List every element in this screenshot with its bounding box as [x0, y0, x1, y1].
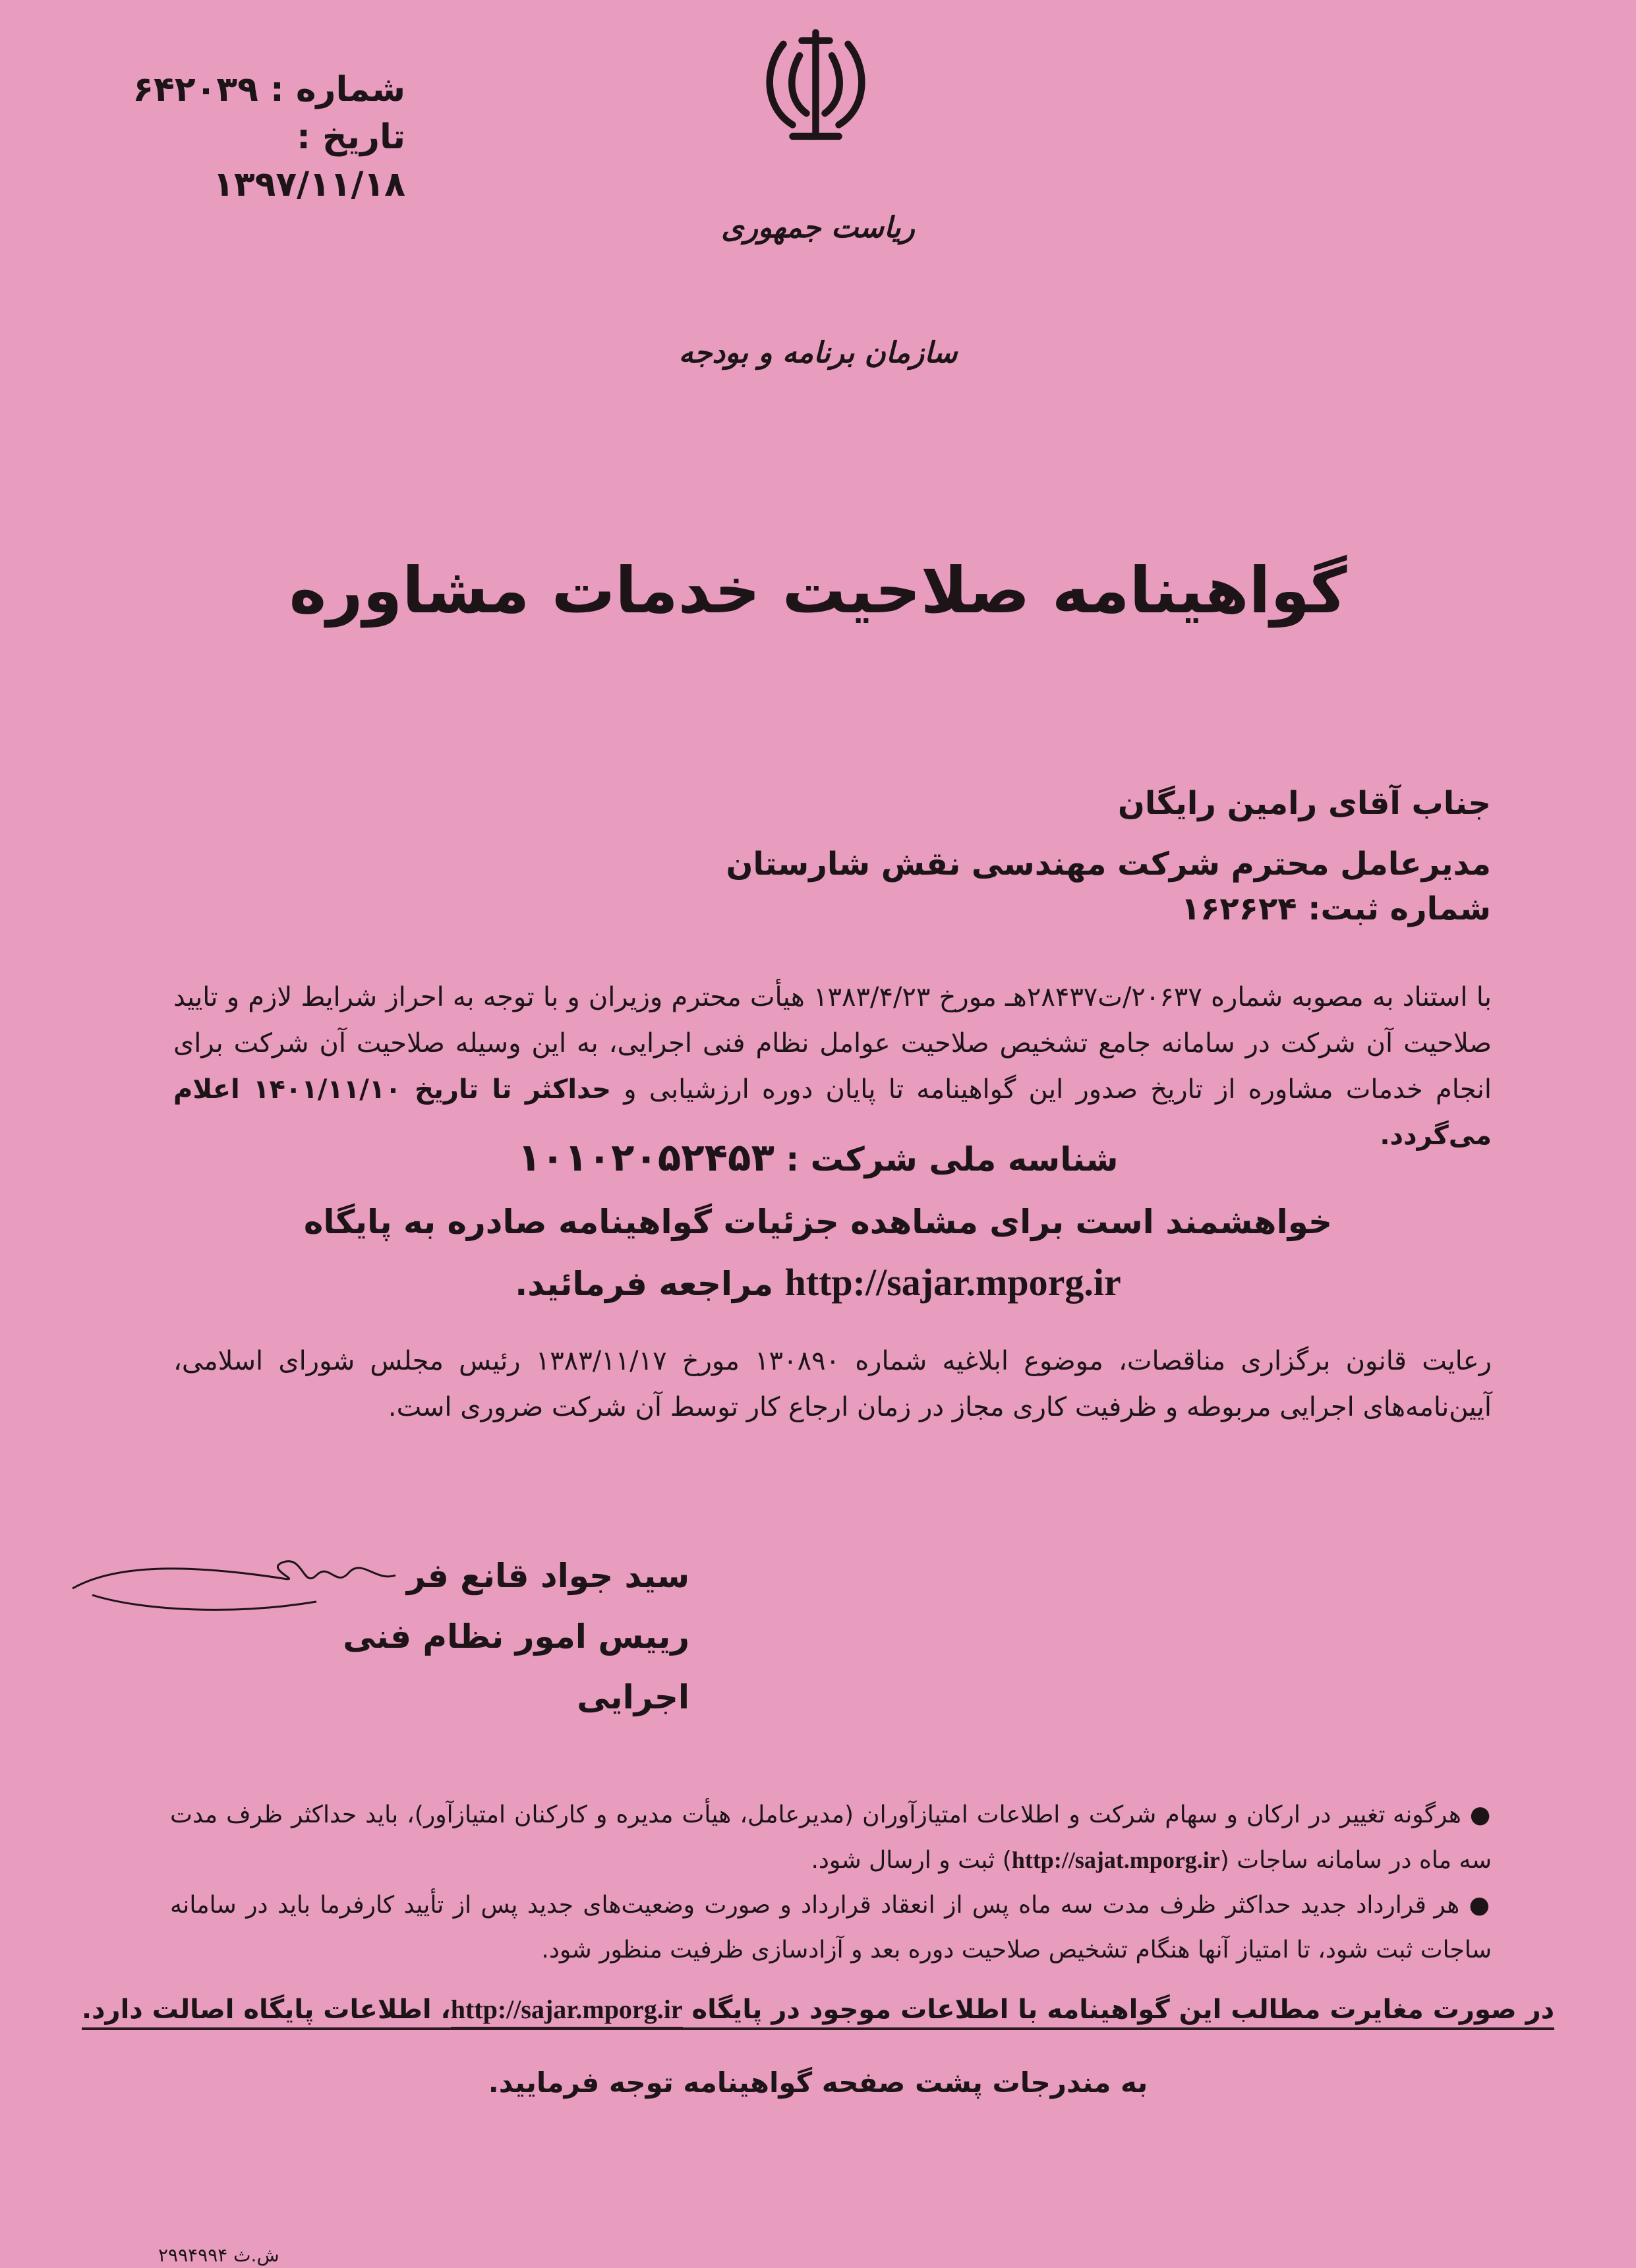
main-paragraph-text: با استناد به مصوبه شماره ۲۰۶۳۷/ت۲۸۴۳۷هـ مورخ ۱۳۸۳/۴/۲۳ هیأت محترم وزیران و با توجه به احراز شرایط لازم و تایید صلاحیت آن شرکت در سامانه جامع تشخیص صلاحیت عوامل نظام فنی اجرایی، به این وسیله صلاحیت آن شرکت برای انجام خدمات مشاوره از تاریخ صدور این گواهینامه تا پایان دوره ارزشیابی و	[173, 982, 1492, 1105]
discrepancy-note	[0, 1994, 1636, 2025]
sajat-link[interactable]: http://sajat.mporg.ir	[1011, 1847, 1220, 1873]
national-id-line	[0, 1127, 1636, 1190]
document-number	[115, 66, 405, 113]
signatory-name: سید جواد قانع فر	[406, 1557, 689, 1595]
org-presidency: ریاست جمهوری	[721, 211, 915, 245]
note-text: ) ثبت و ارسال شود.	[811, 1847, 1012, 1874]
sajar-link[interactable]: http://sajar.mporg.ir	[784, 1261, 1121, 1304]
note-text: هرگونه تغییر در ارکان و سهام شرکت و اطلاعات امتیازآوران (مدیرعامل، هیأت مدیره و کارکنان امتیازآور)، باید حداکثر ظرف مدت سه ماه در سامانه ساجات (	[170, 1801, 1492, 1874]
iran-emblem-icon	[758, 26, 873, 148]
addressee-role: مدیرعامل محترم شرکت مهندسی نقش شارستان	[726, 846, 1491, 883]
page-title: گواهینامه صلاحیت خدمات مشاوره	[289, 554, 1347, 627]
discrepancy-underlined	[82, 1994, 1554, 2030]
discrepancy-text: در صورت مغایرت مطالب این گواهینامه با اطلاعات موجود در پایگاه	[692, 1994, 1555, 2030]
date-value: ۱۳۹۷/۱۱/۱۸	[213, 165, 405, 204]
signatory-block	[268, 1546, 689, 1728]
registration-number	[659, 887, 1491, 931]
request-line: خواهشمند است برای مشاهده جزئیات گواهینامه صادره به پایگاه	[303, 1203, 1333, 1241]
second-paragraph: رعایت قانون برگزاری مناقصات، موضوع ابلاغیه شماره ۱۳۰۸۹۰ مورخ ۱۳۸۳/۱۱/۱۷ رئیس مجلس شورای اسلامی، آیین‌نامه‌های اجرایی مربوطه و ظرفیت کاری مجاز در زمان ارجاع کار توسط آن شرکت ضروری است.	[173, 1346, 1492, 1422]
national-id-value: ۱۰۱۰۲۰۵۲۴۵۳	[517, 1135, 774, 1180]
document-number-block	[115, 66, 405, 208]
form-serial: ش.ث ۲۹۹۴۹۹۴	[158, 2244, 279, 2266]
note-item: ● هر قرارداد جدید حداکثر ظرف مدت سه ماه پس از انعقاد قرارداد و صورت وضعیت‌های جدید پس از تأیید کارفرما باید در سامانه ساجات ثبت شود، تا امتیاز آنها هنگام تشخیص صلاحیت دوره بعد و آزادسازی ظرفیت منظور شود.	[170, 1892, 1492, 1963]
discrepancy-text-tail: ، اطلاعات پایگاه اصالت دارد.	[82, 1994, 451, 2030]
date-label: تاریخ :	[297, 117, 405, 157]
validity-date: حداکثر تا تاریخ ۱۴۰۱/۱۱/۱۰ اعلام می‌گردد.	[173, 1074, 1492, 1151]
reg-value: ۱۶۲۶۲۴	[1181, 890, 1297, 927]
document-date	[115, 113, 405, 208]
addressee-name: جناب آقای رامین رایگان	[1117, 785, 1491, 822]
signatory-position: رییس امور نظام فنی اجرایی	[343, 1617, 689, 1716]
back-page-note: به مندرجات پشت صفحه گواهینامه توجه فرمایید.	[488, 2066, 1148, 2099]
notes-list	[170, 1793, 1492, 1973]
org-plan-budget: سازمان برنامه و بودجه	[678, 336, 958, 370]
number-label: شماره :	[270, 70, 405, 109]
national-id-label: شناسه ملی شرکت :	[786, 1140, 1119, 1178]
request-url-line	[0, 1252, 1636, 1314]
note-item: ● هرگونه تغییر در ارکان و سهام شرکت و اطلاعات امتیازآوران (مدیرعامل، هیأت مدیره و کارکنان امتیازآور)، باید حداکثر ظرف مدت سه ماه در سامانه ساجات (http://sajat.mporg.ir) ثبت و ارسال شود.	[170, 1801, 1492, 1874]
note-text: هر قرارداد جدید حداکثر ظرف مدت سه ماه پس از انعقاد قرارداد و صورت وضعیت‌های جدید پس از تأیید کارفرما باید در سامانه ساجات ثبت شود، تا امتیاز آنها هنگام تشخیص صلاحیت دوره بعد و آزادسازی ظرفیت منظور شود.	[170, 1892, 1492, 1963]
request-tail: مراجعه فرمائید.	[515, 1265, 774, 1303]
number-value: ۶۴۲۰۳۹	[132, 70, 258, 109]
sajar-link-note[interactable]: http://sajar.mporg.ir	[451, 1994, 683, 2029]
addressee-block	[659, 781, 1491, 931]
reg-label: شماره ثبت:	[1308, 890, 1491, 927]
